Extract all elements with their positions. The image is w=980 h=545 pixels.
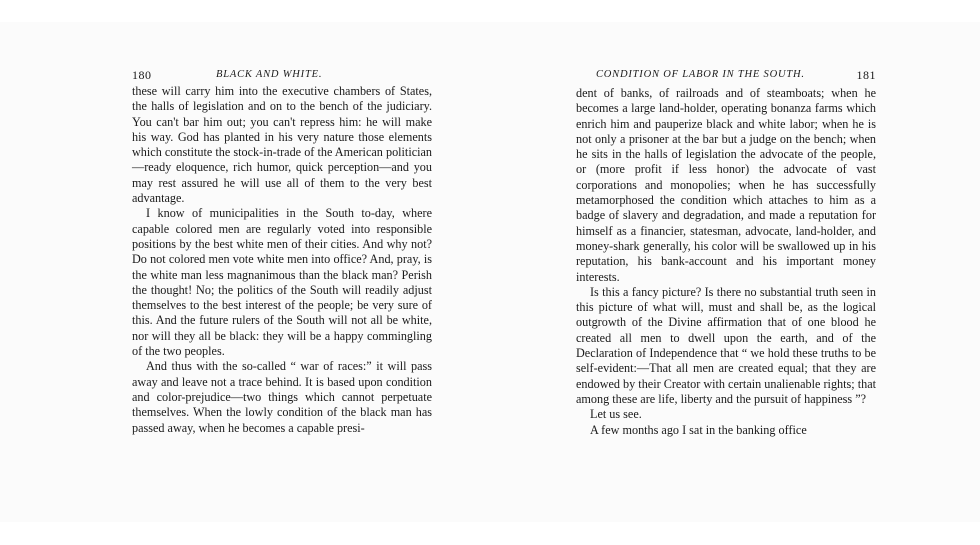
right-page-number: 181 [856, 68, 876, 82]
left-running-title: BLACK AND WHITE. [216, 69, 323, 80]
left-page-number: 180 [132, 68, 152, 82]
left-body-text [132, 84, 432, 436]
right-running-title: CONDITION OF LABOR IN THE SOUTH. [596, 69, 805, 80]
right-body-text [576, 86, 876, 438]
right-page [576, 66, 876, 516]
right-running-head [576, 66, 876, 84]
left-paragraph-1: these will carry him into the executive chambers of States, the halls of legislation and on to the bench of the judiciary. You can't bar him out; you can't repress him: he will make his way. God has planted in his very nature those elements which constitute the stock-in-trade of the American politician—ready eloquence, rich humor, quick perception—and you may rest assured he will use all of them to the very best advantage. [132, 84, 432, 206]
right-paragraph-2: Is this a fancy picture? Is there no substantial truth seen in this picture of what will, must and shall be, as the logical outgrowth of the Divine affirmation that of one blood he created all men to dwell upon the earth, and of the Declaration of Independence that “ we hold these truths to be self-evident:—That all men are created equal; that they are endowed by their Creator with certain unalienable rights; that among these are life, liberty and the pursuit of happiness ”? [576, 284, 876, 406]
right-paragraph-4: A few months ago I sat in the banking office [590, 422, 807, 437]
left-page [132, 66, 432, 516]
right-paragraph-1: dent of banks, of railroads and of steamboats; when he becomes a large land-holder, operating bonanza farms which enrich him and pauperize black and white labor; when he is not only a prisoner at the bar but a judge on the bench; when he sits in the halls of legislation the advocate of the people, or (more profit if less honor) the advocate of vast corporations and monopolies; when he has successfully metamorphosed the condition which attaches to him as a badge of slavery and degradation, and made a reputation for himself as a financier, statesman, advocate, land-holder, and money-shark generally, his color will be swallowed up in his reputation, his bank-account and his important money interests. [576, 86, 876, 284]
left-running-head [132, 66, 432, 84]
left-paragraph-3: And thus with the so-called “ war of races:” it will pass away and leave not a trace behind. It is based upon condition and color-prejudice—two things which cannot perpetuate themselves. When the lowly condition of the black man has passed away, when he becomes a capable presi- [132, 359, 432, 435]
left-paragraph-2: I know of municipalities in the South to-day, where capable colored men are regularly voted into responsible positions by the best white men of their cities. And why not? Do not colored men vote white men into office? And, pray, is the white man less magnanimous than the black man? Perish the thought! No; the politics of the South will readily adjust themselves to the best interest of the people; be very sure of this. And the future rulers of the South will not all be white, nor will they all be black: they will be a happy commingling of the two peoples. [132, 206, 432, 359]
right-paragraph-3: Let us see. [590, 407, 642, 422]
